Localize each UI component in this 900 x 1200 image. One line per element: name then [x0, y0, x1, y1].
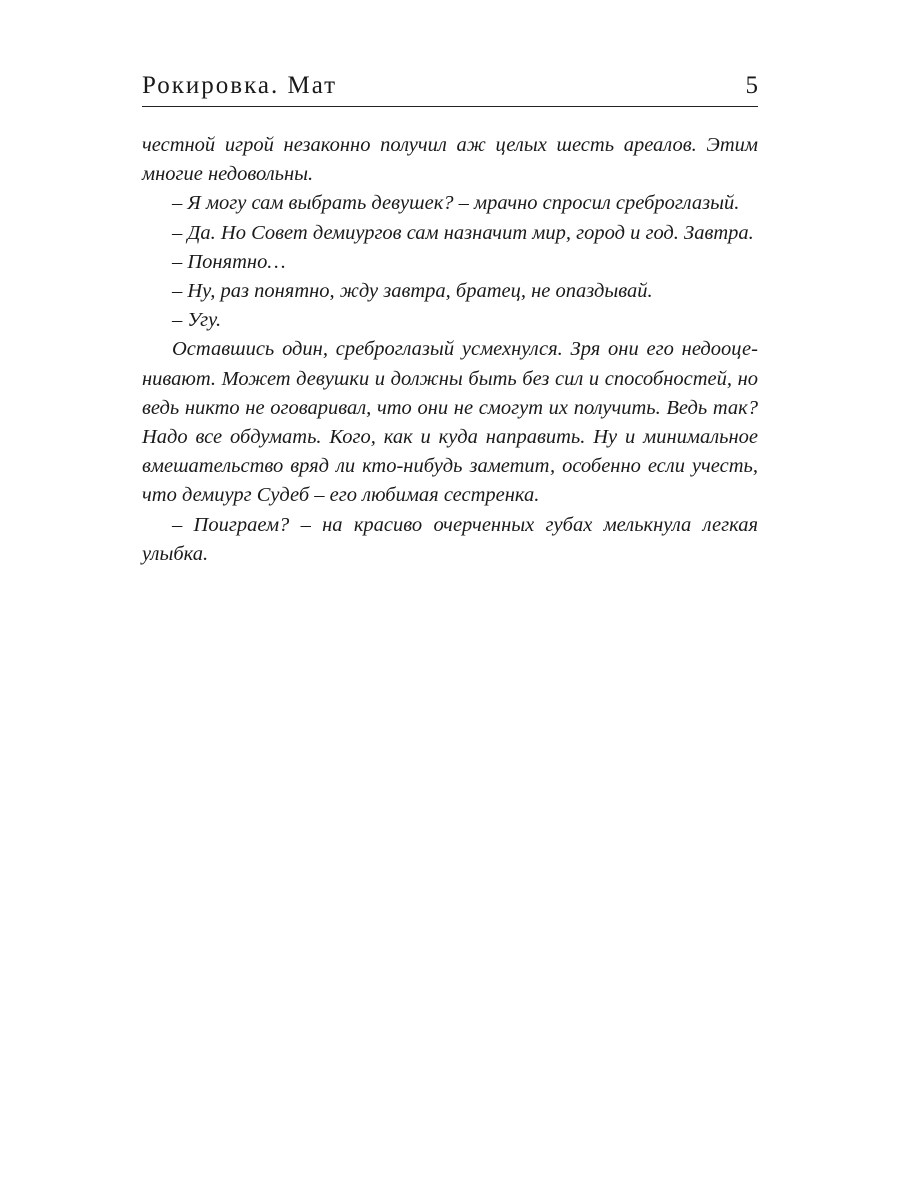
paragraph-3: – Да. Но Совет демиургов сам назначит мир, город и год. Завтра.: [172, 221, 754, 244]
paragraph-4: – Понятно…: [172, 250, 286, 273]
paragraph-8: – Поиграем? – на красиво очерченных губах мелькнула легкая улыбка.: [142, 513, 758, 565]
page-number: 5: [745, 72, 758, 99]
paragraph-5: – Ну, раз понятно, жду завтра, братец, не опаздывай.: [172, 280, 653, 303]
paragraph-2: – Я могу сам выбрать девушек? – мрачно спросил среброглазый.: [172, 192, 740, 215]
body-text: [142, 131, 758, 569]
running-header: [142, 70, 758, 107]
book-title: Рокировка. Мат: [142, 72, 338, 99]
paragraph-7: Оставшись один, среброглазый усмехнулся. Зря они его недооценивают. Может девушки и должны быть без сил и способностей, но ведь никто не оговаривал, что они не смогут их получить. Ведь так? Надо все обдумать. Кого, как и куда направить. Ну и минимальное вмешательство вряд ли кто-нибудь заметит, особенно если учесть, что демиург Судеб – его любимая сестренка.: [142, 338, 758, 507]
paragraph-6: – Угу.: [172, 309, 222, 332]
paragraph-1: честной игрой незаконно получил аж целых шесть ареалов. Этим многие недовольны.: [142, 134, 758, 186]
